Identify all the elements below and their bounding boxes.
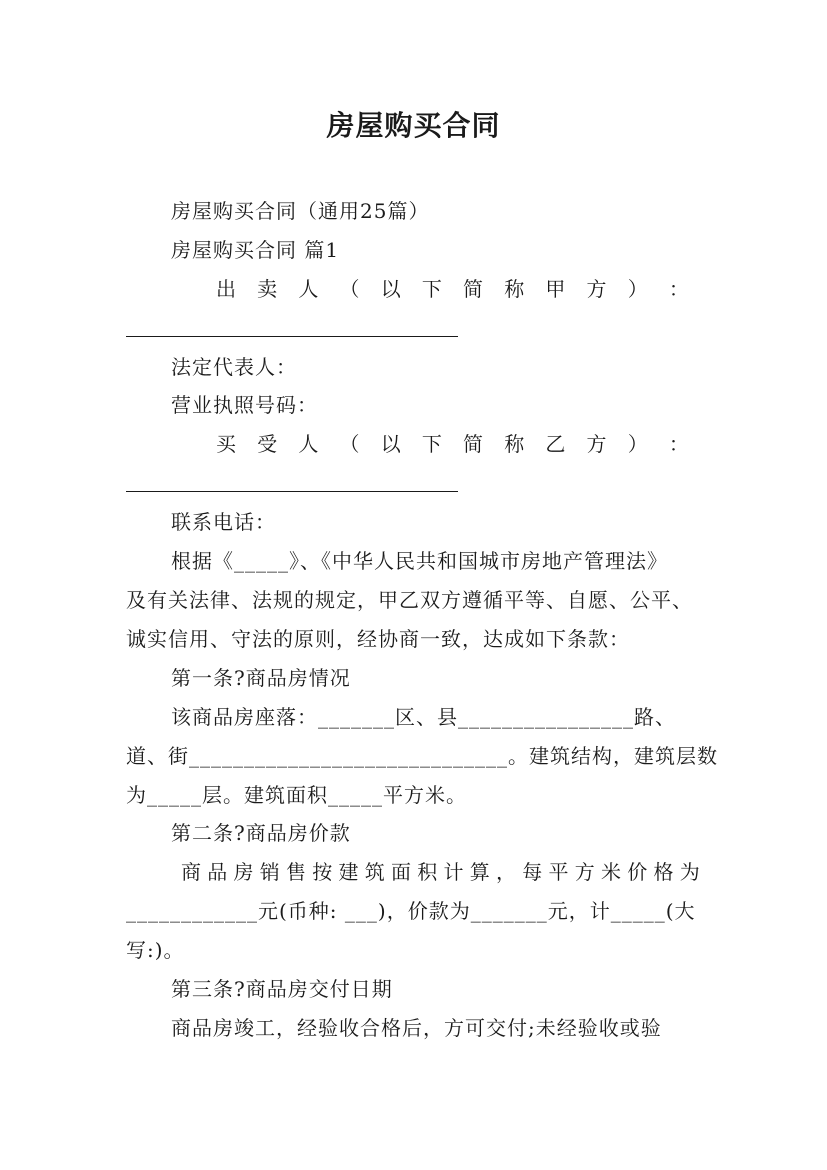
article-2-line-3: 写:)。 <box>126 938 185 962</box>
seller-line-char: ： <box>668 277 690 301</box>
article-2-line-1-char: 商 <box>181 860 202 884</box>
article-1-line-2: 道、街_____________________________。建筑结构，建筑层数 <box>126 744 718 768</box>
buyer-line-char: 方 <box>586 432 608 456</box>
article-3-heading: 第三条?商品房交付日期 <box>171 977 393 1001</box>
legal-representative: 法定代表人： <box>171 355 297 379</box>
buyer-blank-rule <box>126 491 458 492</box>
article-2-line-1-char: 品 <box>207 860 229 884</box>
buyer-line <box>216 431 690 457</box>
buyer-line-char: 称 <box>504 432 526 456</box>
article-3-line-1: 商品房竣工，经验收合格后，方可交付;未经验收或验 <box>171 1016 662 1040</box>
seller-line-char: ） <box>627 277 649 301</box>
article-2-line-1-char: 按 <box>312 860 334 884</box>
article-2-line-1-char: 格 <box>653 860 675 884</box>
preamble-line-1: 根据《_____》、《中华人民共和国城市房地产管理法》 <box>171 549 668 573</box>
buyer-line-char: ） <box>627 432 649 456</box>
article-2-line-1-char: 销 <box>259 860 281 884</box>
seller-line-char: 人 <box>298 277 320 301</box>
article-2-line-1-char: 方 <box>574 860 596 884</box>
seller-line-char: 出 <box>216 277 237 301</box>
section-heading: 房屋购买合同 篇1 <box>171 238 340 262</box>
seller-line-char: 简 <box>463 277 485 301</box>
article-2-line-1-char: 米 <box>601 860 622 884</box>
article-2-heading: 第二条?商品房价款 <box>171 821 351 845</box>
buyer-line-char: 以 <box>380 432 402 456</box>
article-2-line-1-char: 平 <box>548 860 570 884</box>
preamble-line-3: 诚实信用、守法的原则，经协商一致，达成如下条款： <box>126 627 630 651</box>
seller-line-char: 卖 <box>257 277 279 301</box>
article-2-line-1-char: ， <box>496 860 517 884</box>
seller-blank-rule <box>126 336 458 337</box>
article-2-line-1-char: 算 <box>469 860 491 884</box>
article-2-line-1-char: 筑 <box>364 860 386 884</box>
article-2-line-1-char: 计 <box>443 860 465 884</box>
document-subtitle: 房屋购买合同（通用25篇） <box>171 199 430 223</box>
buyer-line-char: 简 <box>463 432 485 456</box>
article-2-line-1-char: 价 <box>627 860 649 884</box>
seller-line-char: （ <box>339 277 361 301</box>
seller-line-char: 下 <box>421 277 443 301</box>
article-1-line-1: 该商品房座落：_______区、县________________路、 <box>171 705 676 729</box>
article-2-line-1-char: 积 <box>417 860 439 884</box>
buyer-line-char: （ <box>339 432 361 456</box>
article-2-line-2: ____________元(币种: ___)，价款为_______元，计_____(大 <box>126 899 696 923</box>
buyer-line-char: 受 <box>257 432 279 456</box>
article-2-line-1-char: 面 <box>391 860 412 884</box>
buyer-line-char: 乙 <box>545 432 567 456</box>
buyer-line-char: 买 <box>216 432 237 456</box>
seller-line-char: 称 <box>504 277 526 301</box>
article-1-heading: 第一条?商品房情况 <box>171 666 351 690</box>
article-2-line-1-char: 售 <box>286 860 307 884</box>
article-2-line-1-char: 房 <box>233 860 255 884</box>
business-license-number: 营业执照号码： <box>171 393 318 417</box>
article-1-line-3: 为_____层。建筑面积_____平方米。 <box>126 783 467 807</box>
preamble-line-2: 及有关法律、法规的规定，甲乙双方遵循平等、自愿、公平、 <box>126 588 693 612</box>
article-2-line-1-char: 建 <box>338 860 360 884</box>
seller-line <box>216 276 690 302</box>
article-2-line-1 <box>181 859 701 885</box>
article-2-line-1-char: 每 <box>522 860 544 884</box>
document-title: 房屋购买合同 <box>326 109 501 142</box>
seller-line-char: 以 <box>380 277 402 301</box>
contact-phone: 联系电话： <box>171 510 276 534</box>
article-2-line-1-char: 为 <box>679 860 701 884</box>
buyer-line-char: ： <box>668 432 690 456</box>
buyer-line-char: 下 <box>421 432 443 456</box>
buyer-line-char: 人 <box>298 432 320 456</box>
seller-line-char: 甲 <box>545 277 567 301</box>
seller-line-char: 方 <box>586 277 608 301</box>
